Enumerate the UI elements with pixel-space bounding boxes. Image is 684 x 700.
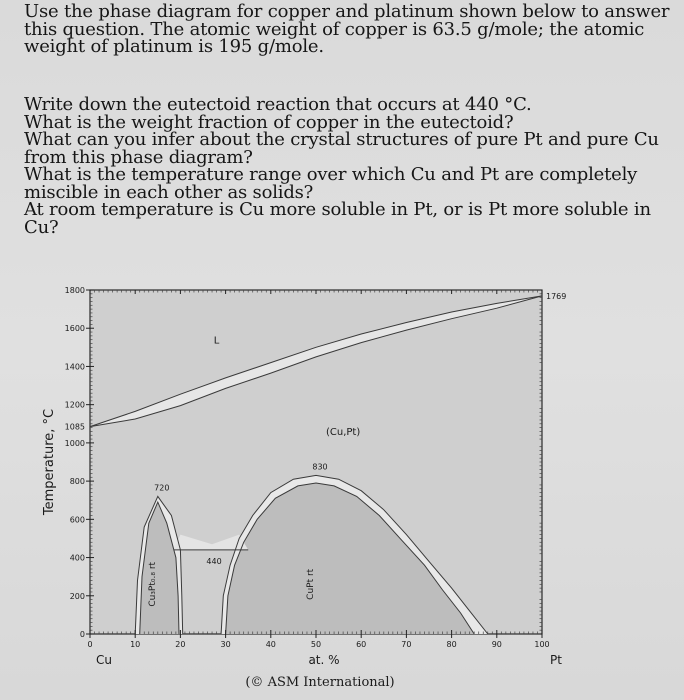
x-tick-label-30: 30 bbox=[220, 640, 231, 649]
task-line-3: What can you infer about the crystal structures of pure Pt and pure Cu bbox=[24, 129, 659, 150]
ordered-phase-label-2: CuPt rt bbox=[306, 568, 316, 600]
x-tick-label-0: 0 bbox=[87, 640, 93, 649]
x-tick-label-10: 10 bbox=[130, 640, 141, 649]
x-tick-label-40: 40 bbox=[265, 640, 276, 649]
y-axis-title: Temperature, °C bbox=[42, 408, 57, 516]
y-extra-label-1085: 1085 bbox=[64, 422, 85, 432]
task-line-5: What is the temperature range over which Cu and Pt are completely bbox=[24, 164, 638, 185]
eutectoid-label-440: 440 bbox=[206, 556, 222, 566]
x-axis-title: at. % bbox=[308, 653, 340, 667]
y-tick-label-1400: 1400 bbox=[64, 362, 85, 372]
task-line-4: from this phase diagram? bbox=[24, 146, 253, 168]
task-line-2: What is the weight fraction of copper in the eutectoid? bbox=[24, 111, 514, 133]
intro-line-1: Use the phase diagram for copper and platinum shown below to answer bbox=[24, 1, 670, 22]
ordered-phase-peak-label-2: 830 bbox=[312, 462, 328, 472]
y-tick-label-800: 800 bbox=[69, 477, 85, 487]
y-tick-label-1000: 1000 bbox=[64, 438, 85, 448]
x-tick-label-100: 100 bbox=[534, 640, 550, 649]
x-left-element: Cu bbox=[96, 653, 112, 667]
y-tick-label-1200: 1200 bbox=[64, 400, 85, 410]
task-line-1: Write down the eutectoid reaction that occurs at 440 °C. bbox=[24, 94, 532, 115]
figure-credit: (© ASM International) bbox=[245, 675, 395, 690]
ordered-phase-peak-label-1: 720 bbox=[154, 483, 170, 493]
ordered-phase-label-1: Cu₃Pt₀.₈ rt bbox=[147, 561, 158, 607]
x-tick-label-70: 70 bbox=[401, 640, 412, 649]
intro-line-3: weight of platinum is 195 g/mole. bbox=[24, 36, 324, 57]
y-tick-label-1800: 1800 bbox=[64, 286, 85, 295]
x-tick-label-60: 60 bbox=[356, 640, 367, 649]
phase-label-1: L bbox=[213, 335, 220, 347]
x-tick-label-20: 20 bbox=[175, 640, 186, 649]
phase-label-2: (Cu,Pt) bbox=[325, 427, 361, 439]
x-tick-label-90: 90 bbox=[491, 640, 502, 649]
x-tick-label-80: 80 bbox=[446, 640, 457, 649]
y-tick-label-200: 200 bbox=[69, 591, 85, 601]
y-tick-label-600: 600 bbox=[69, 515, 85, 525]
right-axis-label-1769: 1769 bbox=[546, 291, 567, 301]
task-line-7: At room temperature is Cu more soluble in Pt, or is Pt more soluble in Cu? bbox=[24, 199, 651, 238]
y-tick-label-0: 0 bbox=[79, 630, 85, 639]
x-tick-label-50: 50 bbox=[310, 640, 322, 649]
y-tick-label-400: 400 bbox=[69, 553, 85, 563]
task-line-6: miscible in each other as solids? bbox=[24, 181, 314, 203]
x-right-element: Pt bbox=[550, 653, 562, 667]
y-tick-label-1600: 1600 bbox=[64, 324, 85, 334]
intro-line-2: this question. The atomic weight of copper is 63.5 g/mole; the atomic bbox=[24, 18, 645, 40]
